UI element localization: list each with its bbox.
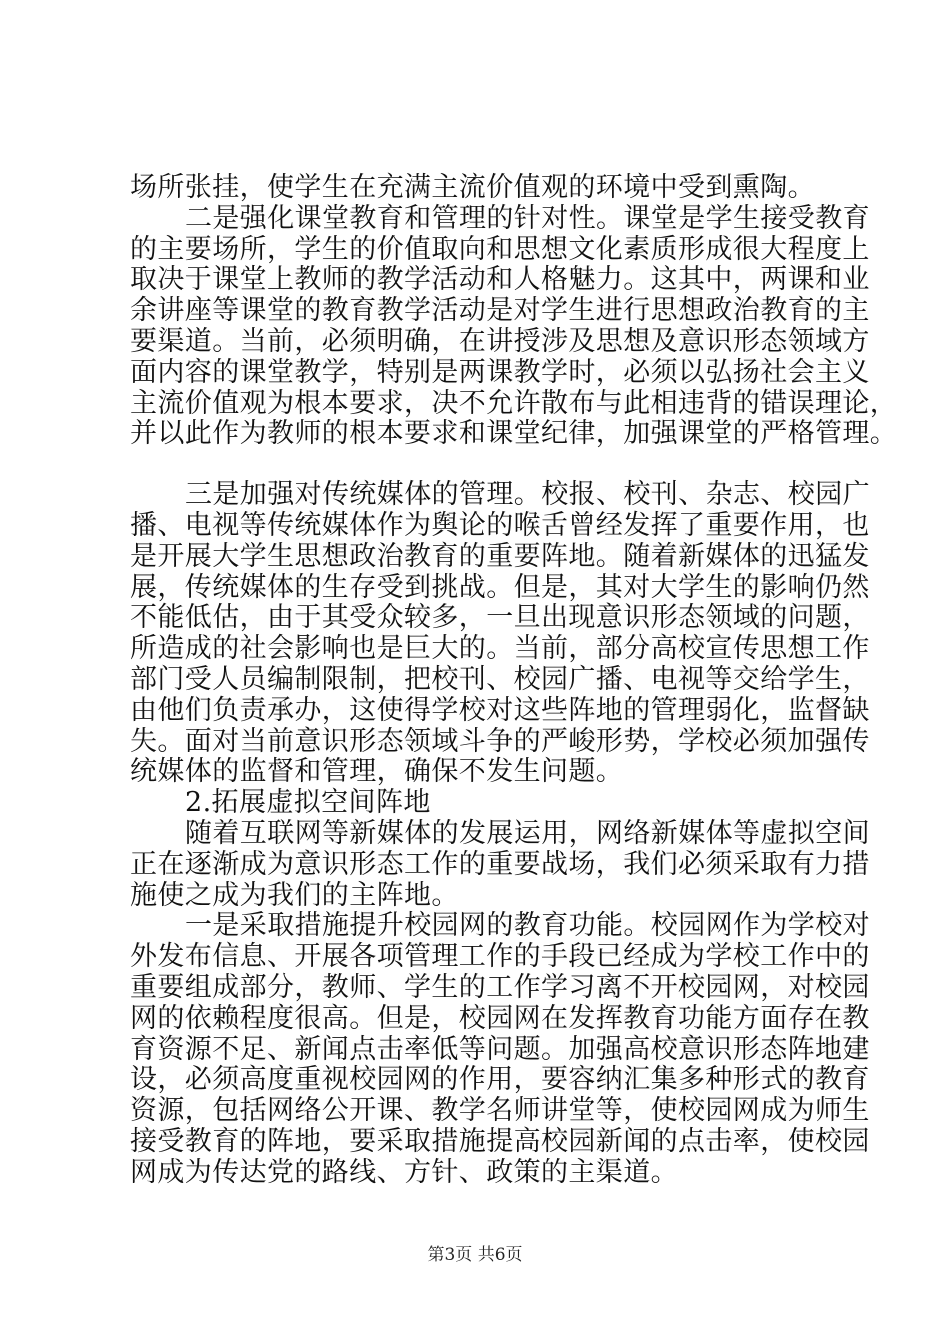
- text-line: 并以此作为教师的根本要求和课堂纪律，加强课堂的严格管理。: [130, 418, 898, 449]
- section-heading: 2.拓展虚拟空间阵地: [185, 787, 431, 818]
- page-number-footer: 第3页 共6页: [427, 1245, 523, 1265]
- text-line: 接受教育的阵地，要采取措施提高校园新闻的点击率，使校园: [130, 1126, 870, 1157]
- text-line: 施使之成为我们的主阵地。: [130, 880, 459, 911]
- text-line: 网的依赖程度很高。但是，校园网在发挥教育功能方面存在教: [130, 1003, 870, 1034]
- text-line: 部门受人员编制限制，把校刊、校园广播、电视等交给学生，: [130, 664, 870, 695]
- text-line: 余讲座等课堂的教育教学活动是对学生进行思想政治教育的主: [130, 295, 870, 326]
- text-line: 的主要场所，学生的价值取向和思想文化素质形成很大程度上: [130, 234, 870, 265]
- text-line: 三是加强对传统媒体的管理。校报、校刊、杂志、校园广: [185, 479, 870, 510]
- text-line: 二是强化课堂教育和管理的针对性。课堂是学生接受教育: [185, 203, 870, 234]
- text-line: 外发布信息、开展各项管理工作的手段已经成为学校工作中的: [130, 941, 870, 972]
- text-line: 取决于课堂上教师的教学活动和人格魅力。这其中，两课和业: [130, 264, 870, 295]
- text-line: 由他们负责承办，这使得学校对这些阵地的管理弱化，监督缺: [130, 695, 870, 726]
- text-line: 一是采取措施提升校园网的教育功能。校园网作为学校对: [185, 910, 870, 941]
- text-line: 是开展大学生思想政治教育的重要阵地。随着新媒体的迅猛发: [130, 541, 870, 572]
- text-line: 统媒体的监督和管理，确保不发生问题。: [130, 756, 624, 787]
- text-line: 网成为传达党的路线、方针、政策的主渠道。: [130, 1157, 678, 1188]
- text-line: 设，必须高度重视校园网的作用，要容纳汇集多种形式的教育: [130, 1064, 870, 1095]
- text-line: 播、电视等传统媒体作为舆论的喉舌曾经发挥了重要作用，也: [130, 510, 870, 541]
- text-line: 资源，包括网络公开课、教学名师讲堂等，使校园网成为师生: [130, 1095, 870, 1126]
- text-line: 场所张挂，使学生在充满主流价值观的环境中受到熏陶。: [130, 172, 815, 203]
- text-line: 失。面对当前意识形态领域斗争的严峻形势，学校必须加强传: [130, 726, 870, 757]
- text-line: 要渠道。当前，必须明确，在讲授涉及思想及意识形态领域方: [130, 326, 870, 357]
- text-line: 重要组成部分，教师、学生的工作学习离不开校园网，对校园: [130, 972, 870, 1003]
- text-line: 随着互联网等新媒体的发展运用，网络新媒体等虚拟空间: [185, 818, 870, 849]
- text-line: 正在逐渐成为意识形态工作的重要战场，我们必须采取有力措: [130, 849, 870, 880]
- text-line: 育资源不足、新闻点击率低等问题。加强高校意识形态阵地建: [130, 1034, 870, 1065]
- text-line: 面内容的课堂教学，特别是两课教学时，必须以弘扬社会主义: [130, 357, 870, 388]
- text-line: 主流价值观为根本要求，决不允许散布与此相违背的错误理论，: [130, 388, 898, 419]
- text-line: 所造成的社会影响也是巨大的。当前，部分高校宣传思想工作: [130, 633, 870, 664]
- text-line: 展，传统媒体的生存受到挑战。但是，其对大学生的影响仍然: [130, 572, 870, 603]
- text-line: 不能低估，由于其受众较多，一旦出现意识形态领域的问题，: [130, 602, 870, 633]
